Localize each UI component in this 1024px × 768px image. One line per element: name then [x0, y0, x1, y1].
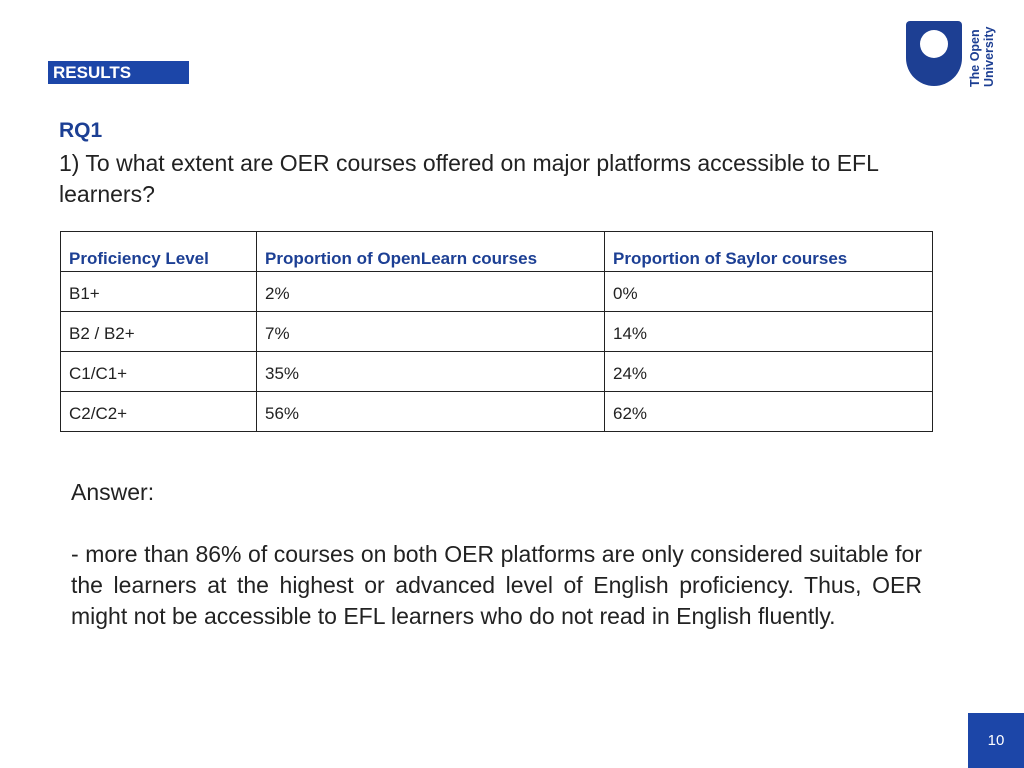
logo-line-1: The Open — [968, 29, 982, 87]
cell-saylor: 62% — [605, 392, 933, 432]
cell-level: C2/C2+ — [61, 392, 257, 432]
cell-openlearn: 7% — [257, 312, 605, 352]
cell-saylor: 0% — [605, 272, 933, 312]
page-number: 10 — [968, 713, 1024, 768]
table-header-row — [61, 232, 933, 272]
header-openlearn: Proportion of OpenLearn courses — [257, 232, 605, 272]
header-proficiency-level: Proficiency Level — [61, 232, 257, 272]
rq-title: RQ1 — [59, 119, 103, 142]
open-university-shield-icon — [906, 21, 962, 86]
answer-heading: Answer: — [71, 479, 155, 505]
cell-openlearn: 35% — [257, 352, 605, 392]
cell-level: B2 / B2+ — [61, 312, 257, 352]
cell-saylor: 14% — [605, 312, 933, 352]
section-tag: RESULTS — [48, 61, 189, 84]
university-logo — [906, 21, 1006, 87]
cell-level: B1+ — [61, 272, 257, 312]
table-row — [61, 272, 933, 312]
logo-line-2: University — [982, 26, 996, 87]
proficiency-table — [60, 231, 933, 432]
answer-body: - more than 86% of courses on both OER platforms are only considered suitable for the learners at the highest or advanced level of English proficiency. Thus, OER might not be accessible to EFL learners who do not read in English fluently. — [71, 541, 922, 629]
research-question: 1) To what extent are OER courses offered on major platforms accessible to EFL learners? — [59, 150, 879, 207]
cell-openlearn: 2% — [257, 272, 605, 312]
cell-openlearn: 56% — [257, 392, 605, 432]
table-row — [61, 352, 933, 392]
answer-block — [71, 477, 922, 632]
cell-level: C1/C1+ — [61, 352, 257, 392]
logo-wordmark — [968, 27, 996, 87]
header-saylor: Proportion of Saylor courses — [605, 232, 933, 272]
table-row — [61, 312, 933, 352]
logo-dot — [920, 30, 948, 58]
table-row — [61, 392, 933, 432]
cell-saylor: 24% — [605, 352, 933, 392]
